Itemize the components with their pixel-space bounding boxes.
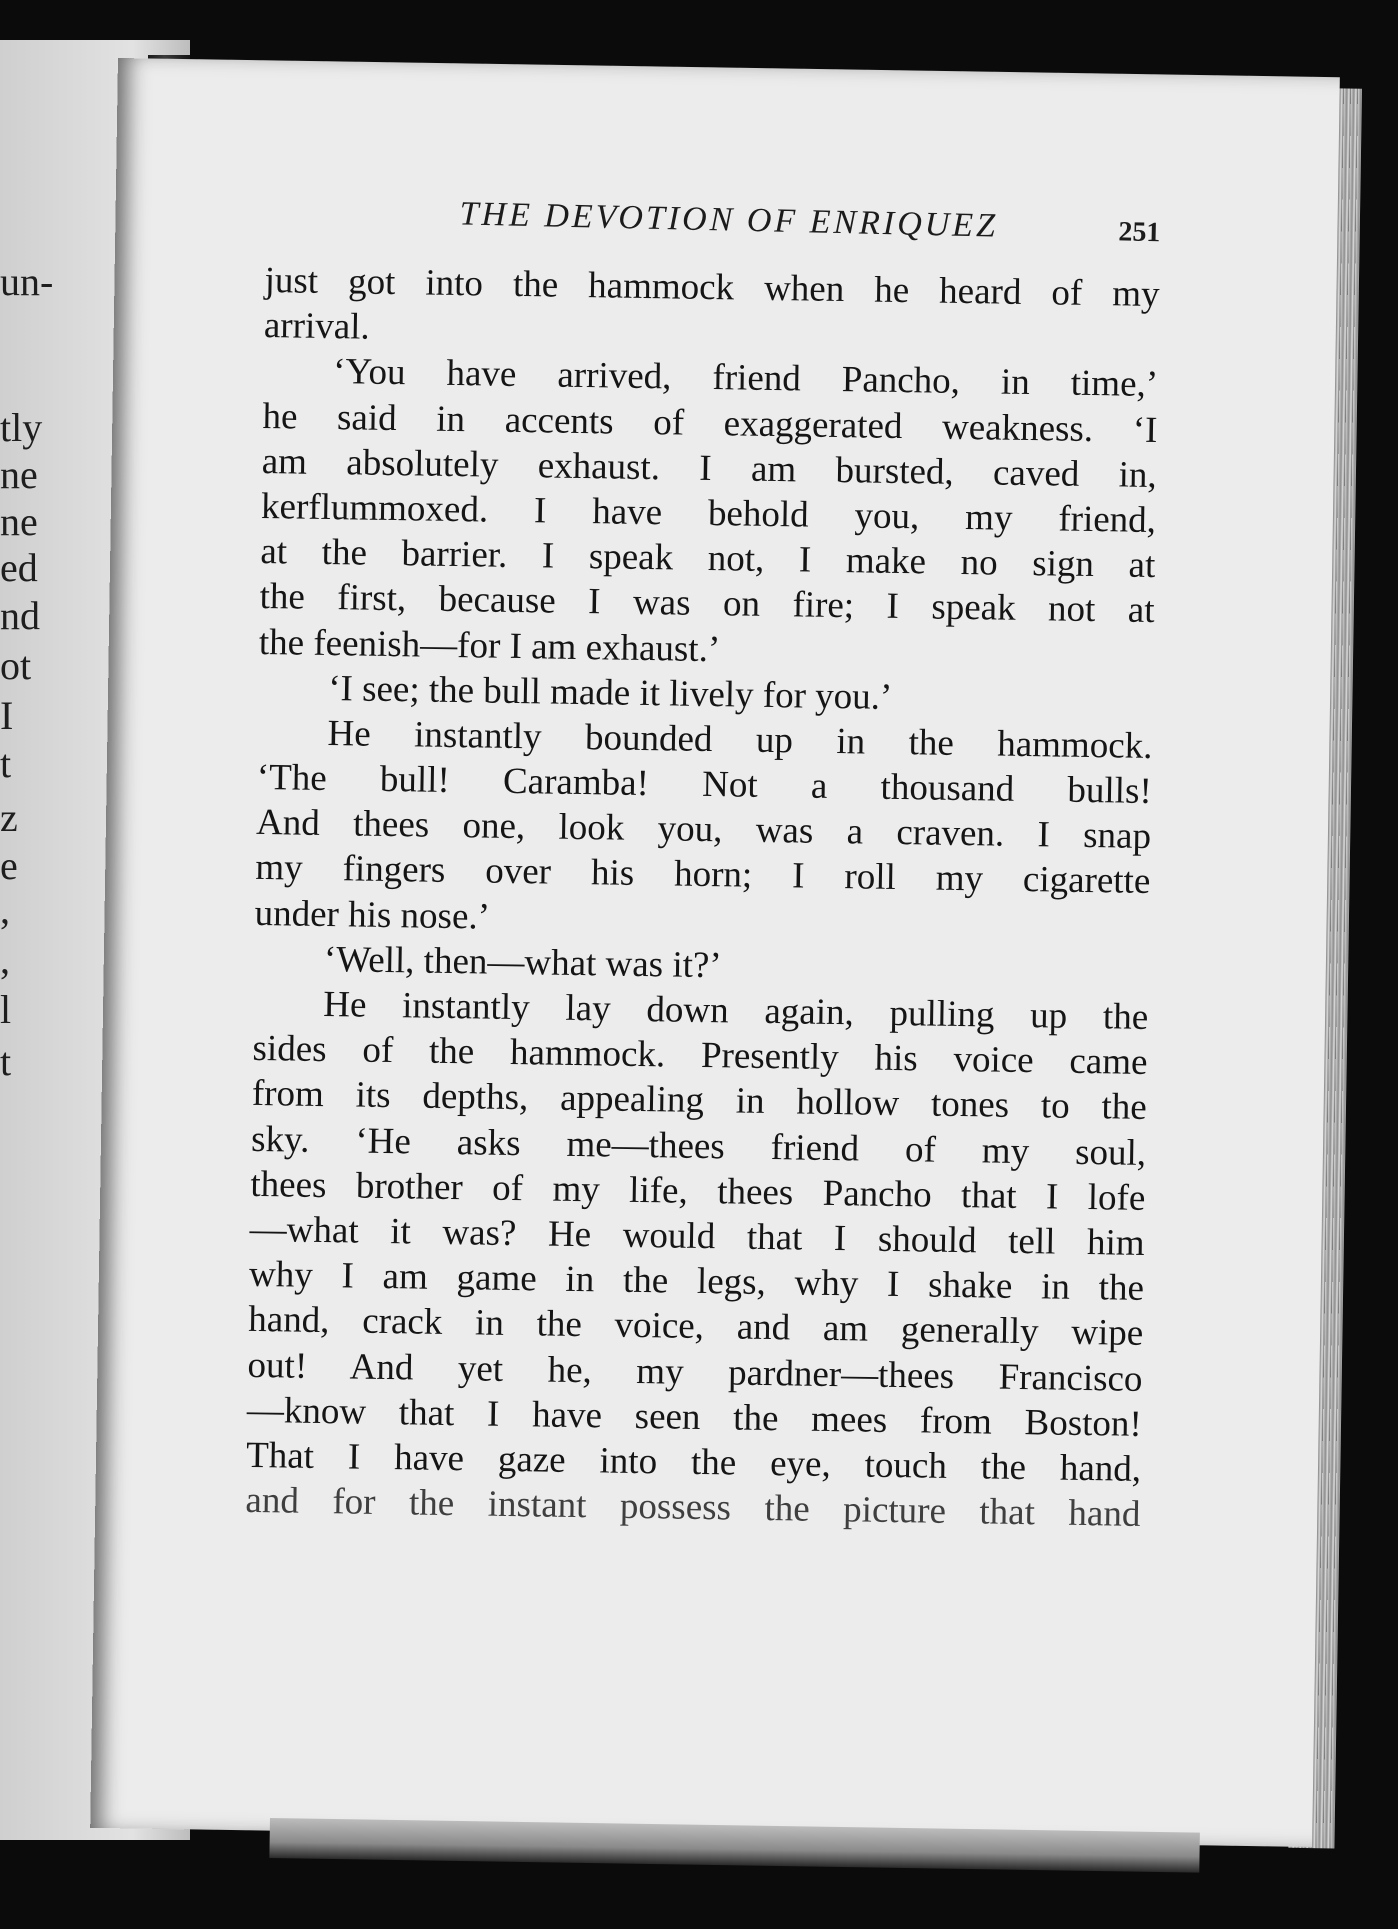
facing-page-fragment: z (0, 795, 18, 840)
facing-page-fragment: e (0, 843, 18, 888)
facing-page-fragment: ne (0, 452, 38, 497)
text-line: He instantly bounded up in the hammock. (327, 712, 1153, 767)
text-line: just got into the hammock when he heard of my (264, 259, 1160, 316)
text-line: why I am game in the legs, why I shake in the (248, 1254, 1145, 1310)
facing-page-fragment: t (0, 741, 12, 786)
text-line: —what it was? He would that I should tell him (249, 1208, 1145, 1264)
text-line: kerflummoxed. I have behold you, my friend, (260, 485, 1157, 541)
facing-page-fragment: tly (0, 405, 43, 450)
facing-page-fragment: nd (0, 593, 40, 638)
text-line: at the barrier. I speak not, I make no sign at (260, 531, 1156, 587)
text-line: ‘I see; the bull made it lively for you.’ (327, 667, 893, 718)
facing-page-fragment: I (0, 693, 14, 738)
running-head-title: THE DEVOTION OF ENRIQUEZ (459, 195, 999, 245)
page-number: 251 (1118, 216, 1161, 249)
text-line: hand, crack in the voice, and am generally wipe (247, 1299, 1144, 1355)
facing-page-fragment: , (0, 937, 10, 982)
text-line: And thees one, look you, was a craven. I snap (255, 802, 1152, 858)
text-line: sky. ‘He asks me—thees friend of my soul, (250, 1118, 1147, 1174)
text-line: —know that I have seen the mees from Boston! (246, 1389, 1143, 1445)
text-line: the first, because I was on fire; I speak not at (259, 576, 1155, 632)
text-line: out! And yet he, my pardner—thees Francisco (247, 1344, 1143, 1400)
facing-page-fragment: ot (0, 643, 32, 688)
facing-page-fragment: un- (0, 259, 54, 304)
text-line: am absolutely exhaust. I am bursted, caved in, (261, 440, 1158, 496)
text-line: under his nose.’ (254, 892, 491, 938)
text-line: He instantly lay down again, pulling up the (322, 984, 1149, 1038)
text-line: the feenish—for I am exhaust.’ (258, 621, 721, 670)
text-line: arrival. (263, 305, 371, 348)
text-line: ‘You have arrived, friend Pancho, in time,’ (332, 351, 1159, 406)
facing-page-fragment: ed (0, 545, 38, 590)
text-line: ‘Well, then—what was it?’ (323, 938, 722, 987)
body-text (245, 258, 1160, 1537)
facing-page-fragment: ne (0, 499, 38, 544)
facing-page-fragment: , (0, 887, 10, 932)
text-line: from its depths, appealing in hollow tones to the (251, 1073, 1148, 1129)
text-line: That I have gaze into the eye, touch the hand, (245, 1434, 1142, 1490)
text-line: ‘The bull! Caramba! Not a thousand bulls! (256, 757, 1153, 813)
facing-page-fragment: l (0, 987, 12, 1032)
text-line: sides of the hammock. Presently his voice came (252, 1028, 1148, 1084)
text-line: and for the instant possess the picture that hand (245, 1479, 1141, 1535)
text-line: he said in accents of exaggerated weakness. ‘I (262, 395, 1158, 451)
text-line: my fingers over his horn; I roll my cigarette (255, 847, 1151, 903)
facing-page-fragment: t (0, 1039, 12, 1084)
text-line: thees brother of my life, thees Pancho that I lofe (250, 1163, 1146, 1219)
